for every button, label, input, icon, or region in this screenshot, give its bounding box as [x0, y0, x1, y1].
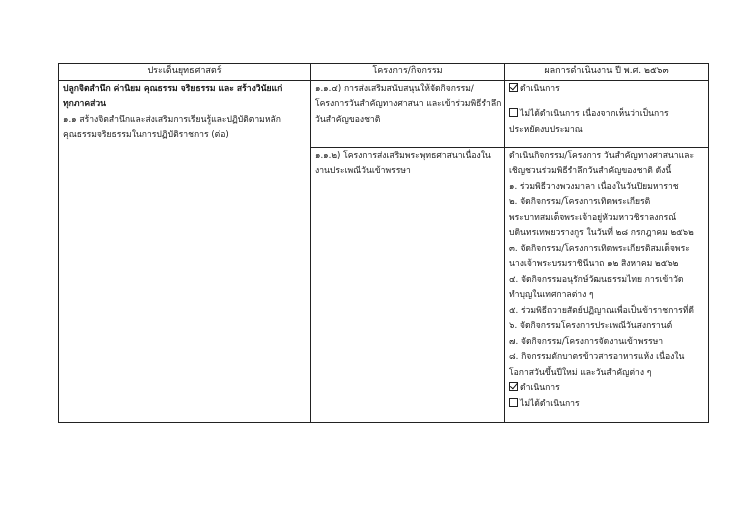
unchecked-box-icon: [509, 398, 518, 407]
table-row: [59, 80, 709, 147]
result-line: นางเจ้าพระบรมราชินีนาถ ๑๒ สิงหาคม ๒๕๖๒: [509, 259, 679, 269]
table-header-row: [59, 64, 709, 81]
option-label: ไม่ได้ดำเนินการ: [520, 398, 580, 409]
checked-box-icon: [509, 83, 518, 92]
result-line: ๕. ร่วมพิธีถวายสัตย์ปฏิญาณเพื่อเป็นข้าราชการที่ดี: [509, 305, 694, 316]
result-line: ดำเนินกิจกรรม/โครงการ วันสำคัญทางศาสนาและ: [509, 150, 695, 161]
result-line: ๘. กิจกรรมตักบาตรข้าวสารอาหารแห้ง เนื่องใน: [509, 352, 685, 362]
result-option-done: [509, 381, 704, 397]
result-line: ทำบุญในเทศกาลต่าง ๆ: [509, 290, 594, 300]
project-cell: [311, 147, 505, 422]
header-strategy: ประเด็นยุทธศาสตร์: [59, 64, 311, 81]
result-line: ๔. จัดกิจกรรมอนุรักษ์วัฒนธรรมไทย การเข้าวัด: [509, 274, 684, 285]
result-option-done: [509, 82, 704, 98]
result-text: ประหยัดงบประมาณ: [509, 124, 583, 135]
result-line: ๗. จัดกิจกรรม/โครงการจัดงานเข้าพรรษา: [509, 336, 664, 347]
result-line: เชิญชวนร่วมพิธีรำลึกวันสำคัญของชาติ ดังนี้: [509, 166, 672, 176]
result-line: ๒. จัดกิจกรรม/โครงการเทิดพระเกียรติ: [509, 197, 651, 207]
project-text: งานประเพณีวันเข้าพรรษา: [315, 166, 411, 176]
result-line: โอกาสวันขึ้นปีใหม่ และวันสำคัญต่าง ๆ: [509, 367, 652, 378]
strategy-title: ปลูกจิตสำนึก ค่านิยม คุณธรรม จริยธรรม และ สร้างวินัยแก่: [63, 83, 283, 94]
result-list: [509, 149, 704, 382]
unchecked-box-icon: [509, 108, 518, 117]
header-result: ผลการดำเนินงาน ปี พ.ศ. ๒๕๖๓: [505, 64, 709, 81]
strategy-table: [58, 63, 709, 423]
result-option-not-done: [509, 397, 704, 413]
result-line: ๑. ร่วมพิธีวางพวงมาลา เนื่องในวันปิยมหาราช: [509, 181, 679, 192]
strategy-sub-cont: คุณธรรมจริยธรรมในการปฏิบัติราชการ (ต่อ): [63, 130, 229, 140]
result-cell: [505, 147, 709, 422]
result-line: บดินทรเทพยวรางกูร ในวันที่ ๒๘ กรกฎาคม ๒๕๖๒: [509, 228, 694, 238]
option-label: ไม่ได้ดำเนินการ เนื่องจากเห็นว่าเป็นการ: [520, 109, 669, 119]
project-text: โครงการวันสำคัญทางศาสนา และเข้าร่วมพิธีรำลึก: [315, 99, 502, 109]
strategy-cell: [59, 80, 311, 422]
project-text: ๑.๑.๔) การส่งเสริมสนับสนุนให้จัดกิจกรรม/: [315, 83, 474, 94]
project-text: ๑.๑.๒) โครงการส่งเสริมพระพุทธศาสนาเนื่องใน: [315, 150, 491, 161]
checked-box-icon: [509, 382, 518, 391]
strategy-title-cont: ทุกภาคส่วน: [63, 99, 107, 109]
result-line: ๓. จัดกิจกรรม/โครงการเทิดพระเกียรติสมเด็จพระ: [509, 243, 690, 254]
option-label: ดำเนินการ: [520, 83, 560, 94]
project-text: วันสำคัญของชาติ: [315, 114, 381, 125]
header-project: โครงการ/กิจกรรม: [311, 64, 505, 81]
result-option-not-done: [509, 107, 704, 123]
option-label: ดำเนินการ: [520, 383, 560, 393]
result-line: ๖. จัดกิจกรรมโครงการประเพณีวันสงกรานต์: [509, 321, 673, 331]
project-cell: [311, 80, 505, 147]
result-line: พระบาทสมเด็จพระเจ้าอยู่หัวมหาวชิราลงกรณ์: [509, 212, 677, 223]
strategy-sub: ๑.๑ สร้างจิตสำนึกและส่งเสริมการเรียนรู้และปฏิบัติตามหลัก: [63, 114, 281, 125]
result-cell: [505, 80, 709, 147]
